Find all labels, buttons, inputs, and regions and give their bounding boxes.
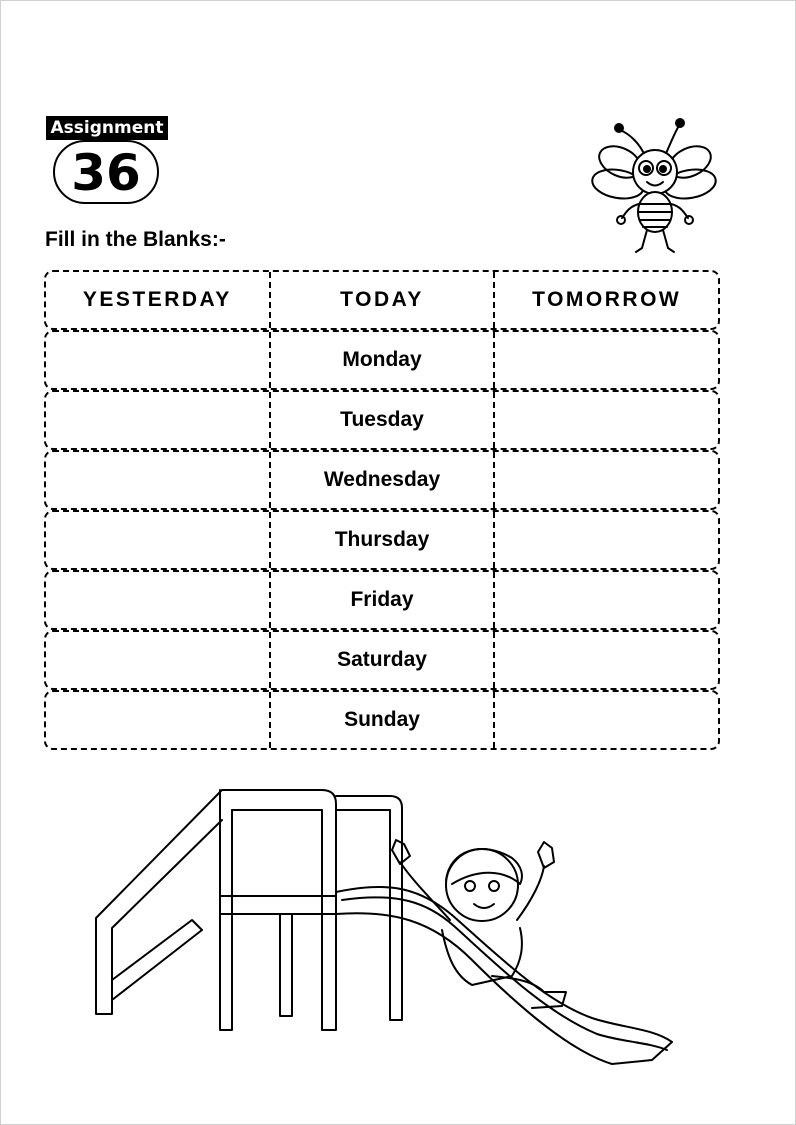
yesterday-blank[interactable] [46, 572, 269, 628]
table-row [44, 450, 720, 510]
today-cell: Sunday [269, 692, 494, 748]
table-row [44, 330, 720, 390]
table-row [44, 630, 720, 690]
yesterday-blank[interactable] [46, 632, 269, 688]
yesterday-blank[interactable] [46, 452, 269, 508]
table-header-row [44, 270, 720, 330]
today-cell: Wednesday [269, 452, 494, 508]
tomorrow-blank[interactable] [493, 632, 718, 688]
tomorrow-blank[interactable] [493, 512, 718, 568]
bee-icon [590, 116, 720, 258]
header-today: TODAY [269, 272, 494, 328]
table-row [44, 390, 720, 450]
instruction-heading: Fill in the Blanks:- [45, 228, 226, 251]
yesterday-blank[interactable] [46, 512, 269, 568]
today-cell: Monday [269, 332, 494, 388]
tomorrow-blank[interactable] [493, 452, 718, 508]
assignment-label: Assignment [46, 116, 168, 140]
tomorrow-blank[interactable] [493, 332, 718, 388]
header-tomorrow: TOMORROW [493, 272, 718, 328]
tomorrow-blank[interactable] [493, 572, 718, 628]
assignment-number: 36 [53, 140, 159, 204]
yesterday-blank[interactable] [46, 332, 269, 388]
today-cell: Friday [269, 572, 494, 628]
child-on-slide-illustration [92, 780, 682, 1080]
today-cell: Thursday [269, 512, 494, 568]
table-row [44, 690, 720, 750]
tomorrow-blank[interactable] [493, 692, 718, 748]
tomorrow-blank[interactable] [493, 392, 718, 448]
days-table [44, 270, 720, 750]
table-row [44, 570, 720, 630]
today-cell: Saturday [269, 632, 494, 688]
header-yesterday: YESTERDAY [82, 288, 232, 311]
yesterday-blank[interactable] [46, 392, 269, 448]
table-row [44, 510, 720, 570]
today-cell: Tuesday [269, 392, 494, 448]
yesterday-blank[interactable] [46, 692, 269, 748]
